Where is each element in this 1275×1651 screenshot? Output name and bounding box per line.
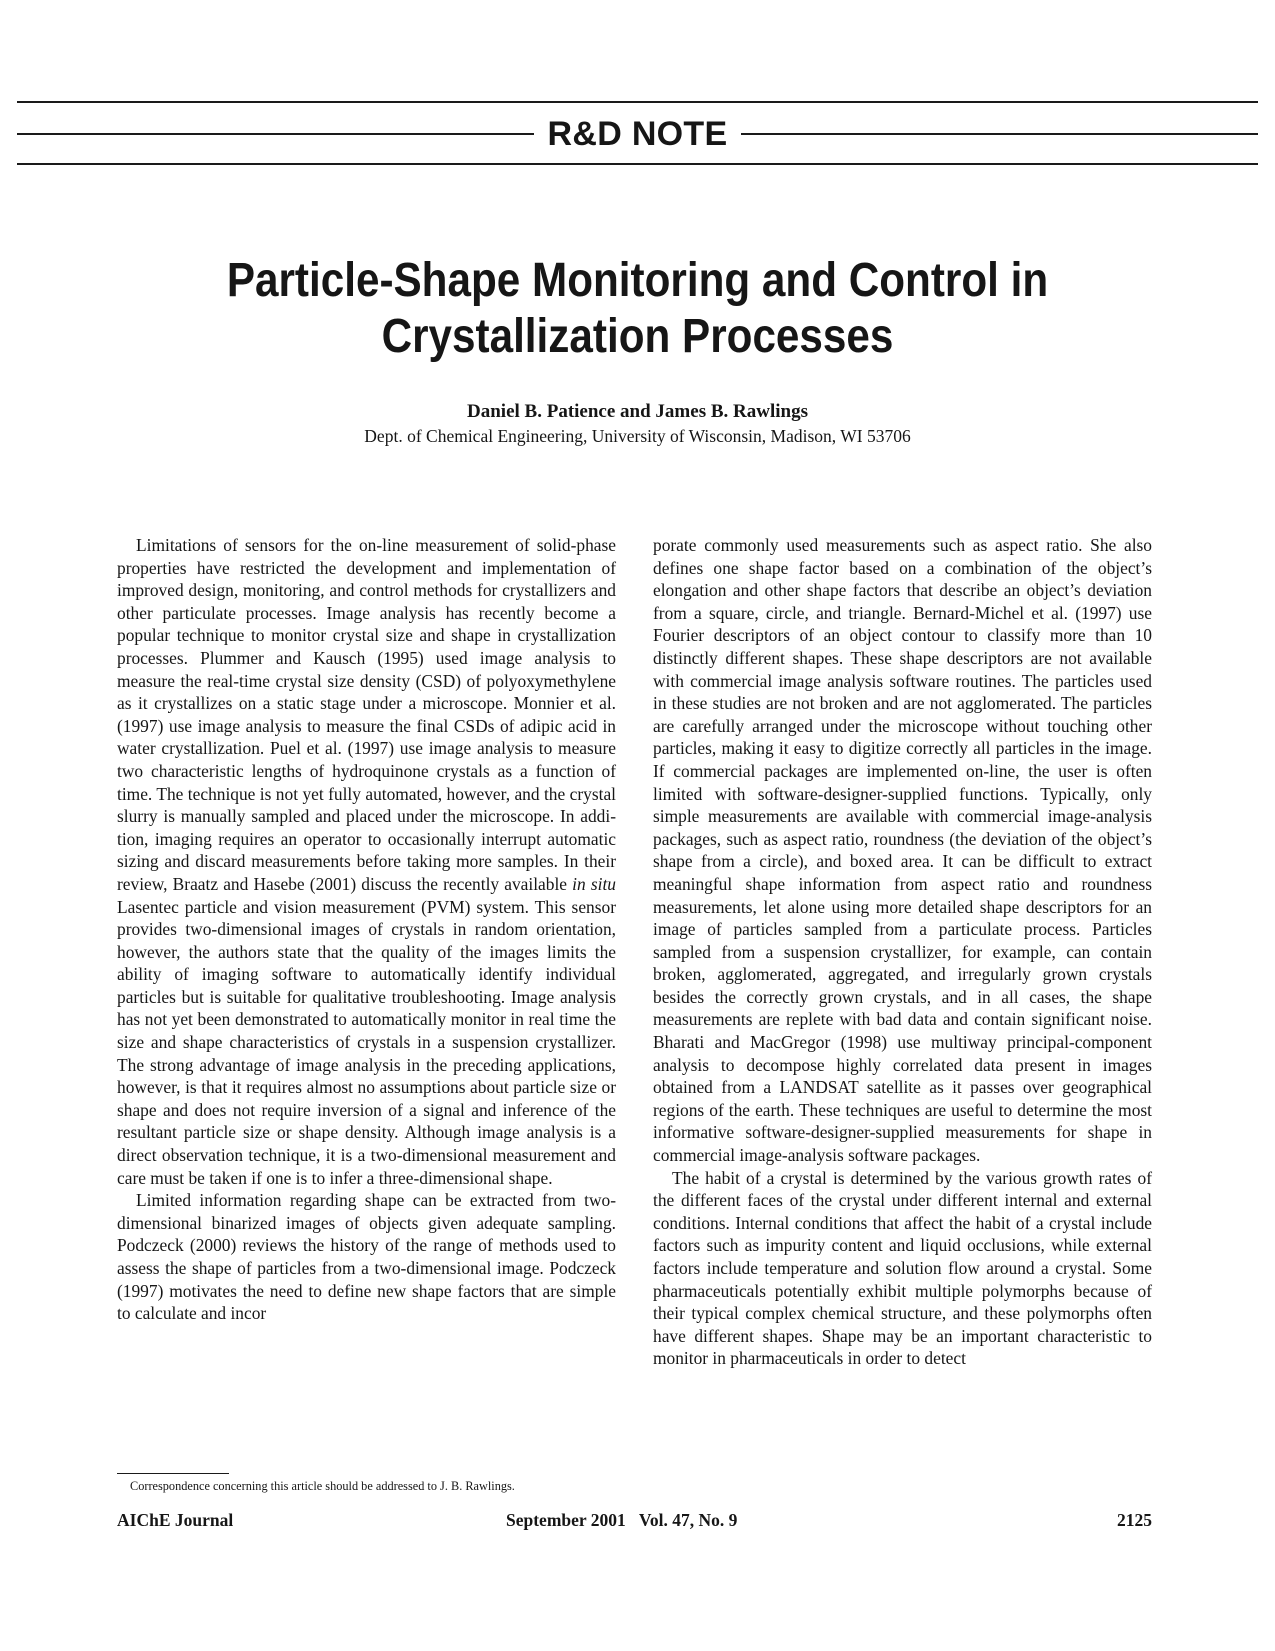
banner-left-rule xyxy=(17,133,534,135)
body-text: Limitations of sensors for the on-line measurement of solid-phase properties have restricted the development and implementation of improved design, monitoring, and control methods for crystallizers and other particulate processes. Image analysis has recently become a popular technique to monitor crystal size and shape in crystallization processes. Plummer and Kausch (1995) used image analysis to measure the real-time crystal size density (CSD) of polyoxymethylene as it crystallizes on a static stage under a microscope. Monnier et al. (1997) use image analysis to measure the final CSDs of adipic acid in water crystallization. Puel et al. (1997) use image analysis to measure two characteristic lengths of hydroquinone crystals as a function of time. The technique is not yet fully automated, however, and the crystal slurry is manually sampled and placed under the microscope. In addition, imaging requires an operator to occasionally interrupt automatic sizing and discard measurements before taking more samples. In their review, Braatz and Hasebe (2001) discuss the recently available xyxy=(117,535,616,894)
footer-page-number: 2125 xyxy=(1117,1510,1152,1530)
body-column-left xyxy=(117,534,616,1325)
footer-journal: AIChE Journal xyxy=(117,1510,234,1530)
body-paragraph xyxy=(117,534,616,1189)
body-paragraph: The habit of a crystal is determined by the various growth rates of the different faces of the crystal under different internal and external conditions. Internal conditions that affect the habit of a crystal include factors such as impurity content and liquid occlusions, while external factors include temperature and solution flow around a crystal. Some pharmaceuticals potentially exhibit multiple polymorphs because of their typical complex chemical structure, and these polymorphs often have different shapes. Shape may be an important characteristic to monitor in pharmaceuticals in order to detect xyxy=(653,1167,1152,1369)
footer-issue: September 2001 Vol. 47, No. 9 xyxy=(506,1510,738,1530)
banner-label-row xyxy=(17,112,1258,156)
footnote-rule xyxy=(117,1473,229,1474)
banner-right-rule xyxy=(741,133,1258,135)
article-title xyxy=(182,253,1093,365)
body-text: Lasentec particle and vision measurement (PVM) system. This sensor provides two-dimensional images of crystals in random orientation, however, the authors state that the quality of the images limits the ability of imaging software to automatically identify individual particles but is suitable for qualitative troubleshooting. Image analysis has not yet been demonstrated to automatically monitor in real time the size and shape characteristics of crystals in a suspension crystallizer. The strong advantage of image analysis in the preceding applications, however, is that it requires almost no assumptions about particle size or shape and does not require inversion of a signal and inference of the resultant particle size or shape density. Although image analysis is a direct observation technique, it is a two-dimensional measurement and care must be taken if one is to infer a three-dimensional shape. xyxy=(117,896,616,1188)
article-title-line-1: Particle-Shape Monitoring and Control in xyxy=(226,254,1049,307)
article-authors: Daniel B. Patience and James B. Rawlings xyxy=(467,401,808,422)
banner-bottom-rule xyxy=(17,163,1258,165)
body-column-right xyxy=(653,534,1152,1370)
body-paragraph: porate commonly used measurements such as aspect ratio. She also defines one shape factor based on a combination of the object’s elongation and other shape factors that describe an object’s deviation from a square, circle, and triangle. Bernard-Michel et al. (1997) use Fourier descriptors of an object contour to classify more than 10 distinctly different shapes. These shape descriptors are not available with commercial image analysis software routines. The particles used in these studies are not broken and are not agglomerated. The particles are carefully arranged under the microscope without touching other particles, making it easy to digitize correctly all particles in the image. If commercial packages are implemented on-line, the user is often limited with software-designer-supplied functions. Typically, only simple measurements are available with commercial image-analysis packages, such as aspect ratio, roundness (the deviation of the object’s shape from a circle), and boxed area. It can be difficult to extract meaningful shape information from aspect ratio and roundness measurements, let alone using more detailed shape descriptors for an image of particles sampled from a particulate process. Particles sampled from a suspension crystallizer, for example, can contain broken, agglomerated, aggregated, and irregularly grown crystals besides the correctly grown crystals, and in all cases, the shape measurements are replete with bad data and contain significant noise. Bharati and MacGregor (1998) use multiway principal-component analysis to decompose highly correlated data present in images obtained from a LANDSAT satellite as it passes over geographical regions of the earth. These techniques are useful to determine the most informative software-designer-supplied measurements for shape in commercial image-analysis software packages. xyxy=(653,535,1152,1166)
footnote: Correspondence concerning this article should be addressed to J. B. Rawlings. xyxy=(130,1479,515,1493)
section-label: R&D NOTE xyxy=(547,115,728,153)
body-italic-text: in situ xyxy=(572,873,616,894)
article-title-line-2: Crystallization Processes xyxy=(381,310,894,363)
body-paragraph: Limited information regarding shape can be extracted from two-dimensional binarized images of objects given adequate sampling. Podczeck (2000) reviews the history of the range of methods used to assess the shape of particles from a two-dimensional image. Podczeck (1997) motivates the need to define new shape factors that are simple to calculate and incor xyxy=(117,1190,616,1324)
article-affiliation: Dept. of Chemical Engineering, University of Wisconsin, Madison, WI 53706 xyxy=(364,426,911,446)
banner-top-rule xyxy=(17,101,1258,103)
